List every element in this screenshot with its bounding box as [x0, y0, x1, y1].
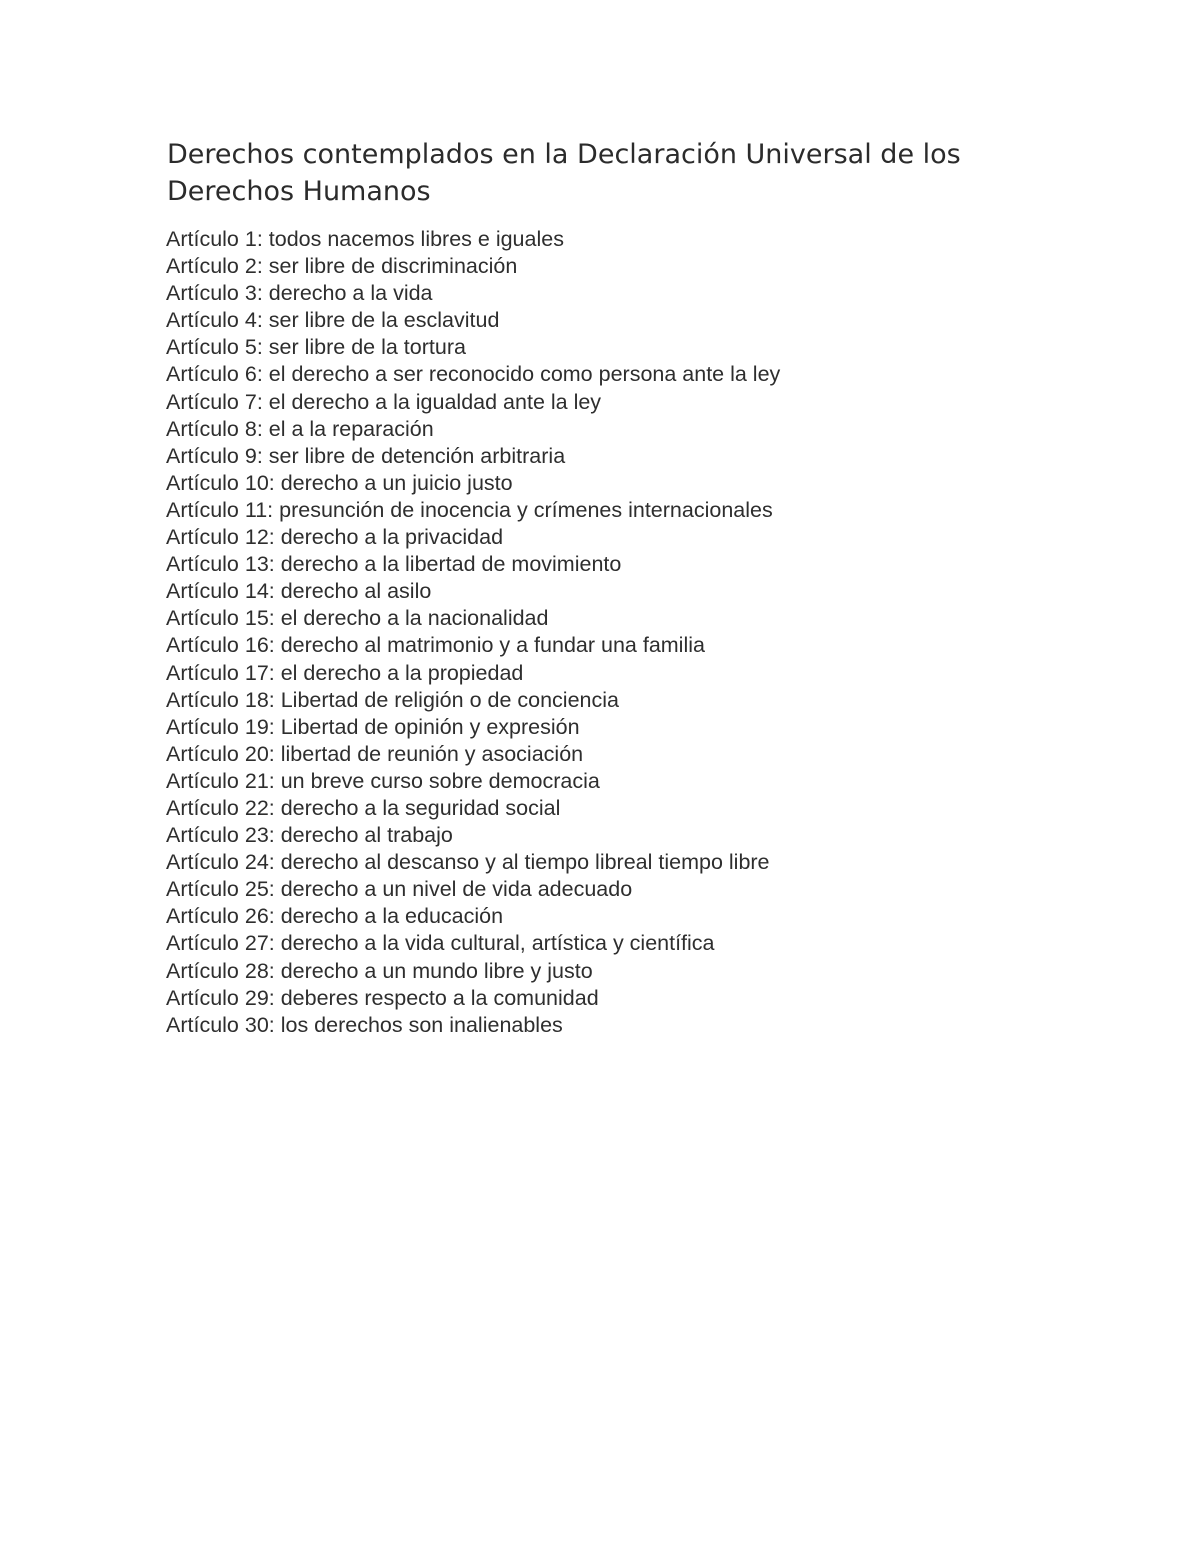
article-item: Artículo 22: derecho a la seguridad social: [166, 795, 561, 820]
article-item: Artículo 29: deberes respecto a la comunidad: [166, 985, 599, 1010]
article-item: Artículo 3: derecho a la vida: [166, 281, 433, 306]
article-item: Artículo 15: el derecho a la nacionalidad: [166, 606, 549, 631]
article-item: Artículo 26: derecho a la educación: [166, 904, 504, 929]
article-item: Artículo 7: el derecho a la igualdad ante la ley: [166, 389, 602, 414]
article-item: Artículo 17: el derecho a la propiedad: [166, 660, 524, 685]
article-item: Artículo 28: derecho a un mundo libre y justo: [166, 958, 593, 983]
article-item: Artículo 2: ser libre de discriminación: [166, 254, 518, 279]
article-item: Artículo 30: los derechos son inalienables: [166, 1012, 563, 1037]
article-item: Artículo 13: derecho a la libertad de movimiento: [166, 552, 622, 577]
article-item: Artículo 4: ser libre de la esclavitud: [166, 308, 500, 333]
article-item: Artículo 5: ser libre de la tortura: [166, 335, 466, 360]
article-item: Artículo 19: Libertad de opinión y expresión: [166, 714, 580, 739]
article-item: Artículo 12: derecho a la privacidad: [166, 525, 504, 550]
article-item: Artículo 6: el derecho a ser reconocido como persona ante la ley: [166, 362, 781, 387]
article-item: Artículo 1: todos nacemos libres e iguales: [166, 227, 564, 251]
article-item: Artículo 20: libertad de reunión y asociación: [166, 741, 584, 766]
article-item: Artículo 24: derecho al descanso y al tiempo libreal tiempo libre: [166, 850, 770, 875]
article-item: Artículo 23: derecho al trabajo: [166, 823, 453, 848]
article-item: Artículo 9: ser libre de detención arbitraria: [166, 443, 566, 468]
article-item: Artículo 27: derecho a la vida cultural, artística y científica: [166, 931, 715, 956]
article-item: Artículo 11: presunción de inocencia y crímenes internacionales: [166, 497, 773, 522]
article-item: Artículo 8: el a la reparación: [166, 416, 434, 441]
article-item: Artículo 16: derecho al matrimonio y a fundar una familia: [166, 633, 705, 658]
article-item: Artículo 21: un breve curso sobre democracia: [166, 768, 600, 793]
article-item: Artículo 14: derecho al asilo: [166, 579, 432, 604]
article-list: [166, 226, 1066, 1039]
document-title: Derechos contemplados en la Declaración Universal de los Derechos Humanos: [167, 139, 961, 207]
article-item: Artículo 18: Libertad de religión o de conciencia: [166, 687, 619, 712]
article-item: Artículo 25: derecho a un nivel de vida adecuado: [166, 877, 633, 902]
article-item: Artículo 10: derecho a un juicio justo: [166, 470, 513, 495]
